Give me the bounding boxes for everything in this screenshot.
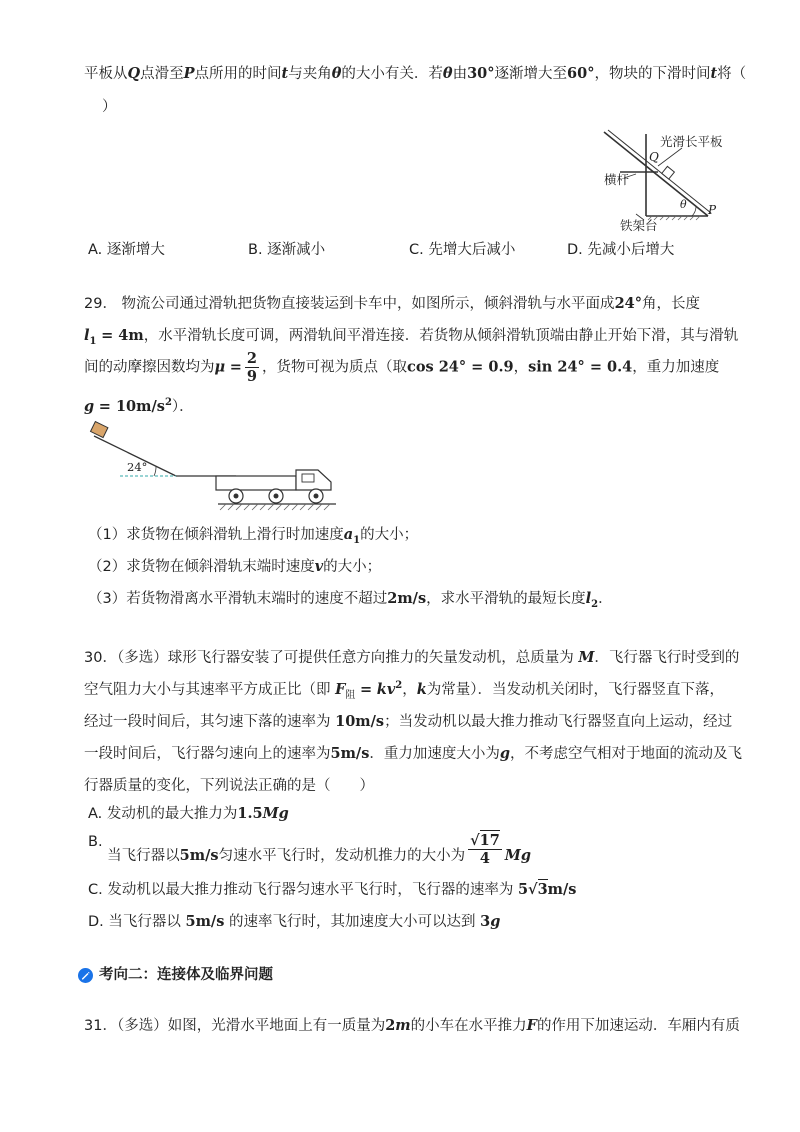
q29-slide-truck-figure xyxy=(86,420,346,520)
pencil-icon xyxy=(78,968,93,983)
q30-stem-line3: 经过一段时间后，其匀速下落的速率为 10m/s；当发动机以最大推力推动飞行器竖直向上运动，经过 xyxy=(84,713,733,730)
q29-angle-label: 24° xyxy=(127,460,148,474)
q28-option-a[interactable]: A. 逐渐增大 xyxy=(88,242,165,258)
q30-stem-line5: 行器质量的变化，下列说法正确的是（ ） xyxy=(84,778,374,794)
q28-option-d[interactable]: D. 先减小后增大 xyxy=(567,242,675,258)
q29-sub1: （1）求货物在倾斜滑轨上滑行时加速度$a_1$的大小； xyxy=(88,526,419,546)
q28-label-bar: 横杆 xyxy=(604,172,630,187)
q29-stem-line3: 间的动摩擦因数均为μ = $\frac{2}{9}$ ，货物可视为质点（取cos 24° = 0.9，sin 24° = 0.4，重力加速度 xyxy=(84,350,720,385)
q30-stem-line2: 空气阻力大小与其速率平方成正比（即 $F_阻 = kv^2$，k为常量）．当发动机关闭时，飞行器竖直下落， xyxy=(84,680,725,701)
q28-stem-line2: ） xyxy=(102,99,117,115)
q30-stem-line1: 30．（多选）球形飞行器安装了可提供任意方向推力的矢量发动机，总质量为 M．飞行器飞行时受到的 xyxy=(84,649,740,666)
q28-label-stand: 铁架台 xyxy=(620,218,658,233)
q28-option-b[interactable]: B. 逐渐减小 xyxy=(248,242,326,258)
q30-option-d[interactable]: D. 当飞行器以 5m/s 的速率飞行时，其加速度大小可以达到 3g xyxy=(88,913,501,930)
q29-stem-line1: 29． 物流公司通过滑轨把货物直接装运到卡车中，如图所示，倾斜滑轨与水平面成24°角，长度 xyxy=(84,295,700,312)
q30-option-c[interactable]: C. 发动机以最大推力推动飞行器匀速水平飞行时，飞行器的速率为 5√3m/s xyxy=(88,881,577,898)
q28-label-theta: θ xyxy=(680,198,687,211)
q28-option-c[interactable]: C. 先增大后减小 xyxy=(409,242,516,258)
q29-stem-line4: $g = 10m/s^2$）． xyxy=(84,397,194,415)
q29-stem-line2: $l_1 = 4m$，水平滑轨长度可调，两滑轨间平滑连接．若货物从倾斜滑轨顶端由静止开始下滑，其与滑轨 xyxy=(84,327,739,347)
q31-stem-line1: 31．（多选）如图，光滑水平地面上有一质量为2m的小车在水平推力F的作用下加速运动．车厢内有质 xyxy=(84,1017,740,1034)
q30-stem-line4: 一段时间后，飞行器匀速向上的速率为5m/s．重力加速度大小为g，不考虑空气相对于地面的流动及飞 xyxy=(84,745,743,762)
q30-option-a[interactable]: A. 发动机的最大推力为1.5Mg xyxy=(88,805,289,822)
section-heading: 考向二：连接体及临界问题 xyxy=(78,963,273,984)
q28-label-p: P xyxy=(708,203,717,217)
q29-sub3: （3）若货物滑离水平滑轨末端时的速度不超过2m/s，求水平滑轨的最短长度$l_2$． xyxy=(88,590,613,610)
q29-sub2: （2）求货物在倾斜滑轨末端时速度v的大小； xyxy=(88,558,382,575)
q28-label-plate: 光滑长平板 xyxy=(660,134,723,149)
q30-option-b[interactable]: B. 当飞行器以5m/s匀速水平飞行时，发动机推力的大小为 $\frac{√17}{4}$ Mg xyxy=(88,832,531,867)
q28-label-q: Q xyxy=(649,150,659,164)
q28-stem-line1: 平板从Q点滑至P点所用的时间t与夹角θ的大小有关．若θ由30°逐渐增大至60°，物块的下滑时间t将（ xyxy=(84,65,747,82)
